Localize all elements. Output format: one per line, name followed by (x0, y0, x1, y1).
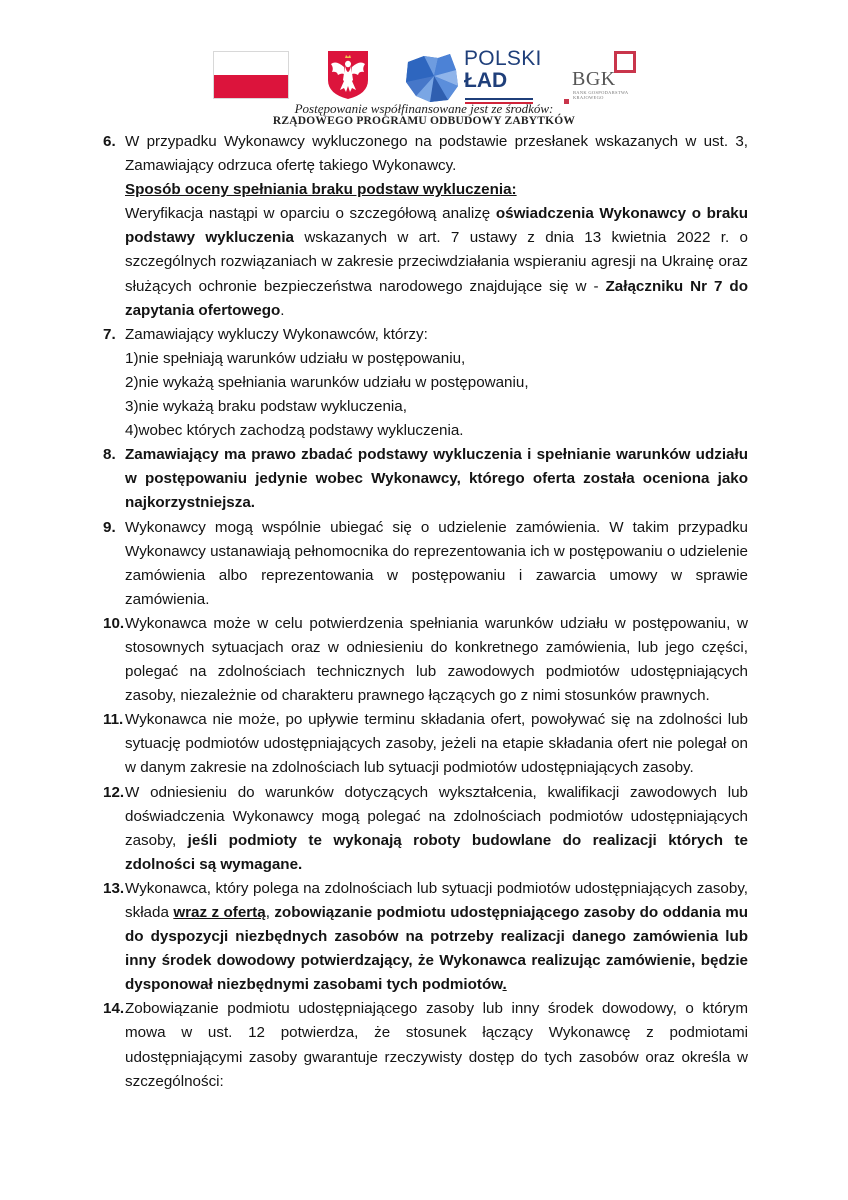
paragraph-bold-text: oświadczenia Wykonawcy o braku podstawy wykluczenia (125, 205, 748, 247)
clause-text (125, 877, 748, 997)
paragraph-text: Wykonawca, który polega na zdolnościach lub sytuacji podmiotów udostępniających zasoby, składa (125, 879, 748, 921)
clause-number: 13. (103, 879, 125, 897)
sub-item: 3)nie wykażą braku podstaw wykluczenia, (125, 398, 407, 416)
paragraph-text: wskazanych w art. 7 ustawy z dnia 13 kwietnia 2022 r. o szczególnych rozwiązaniach w zakresie przeciwdziałania wspieraniu agresji na Ukrainę oraz służących ochronie bezpieczeństwa narodowego znajdujące się w - (125, 229, 748, 295)
program-name: RZĄDOWEGO PROGRAMU ODBUDOWY ZABYTKÓW (272, 115, 576, 127)
clause-number: 6. (103, 133, 116, 150)
polski-lad-line1: POLSKI (464, 47, 542, 70)
clause-text: Zamawiający ma prawo zbadać podstawy wykluczenia i spełnianie warunków udziału w postępowaniu jedynie wobec Wykonawcy, którego oferta została oceniona jako najkorzystniejsza. (125, 446, 748, 512)
sub-item: 1)nie spełniają warunków udziału w postępowaniu, (125, 349, 466, 367)
sub-item: 2)nie wykażą spełniania warunków udziału w postępowaniu, (125, 373, 529, 391)
bgk-fullname-line1: BANK GOSPODARSTWA (573, 90, 629, 95)
clause-8 (103, 443, 748, 515)
clause-text (125, 781, 748, 877)
clause-10 (103, 612, 748, 708)
paragraph-end: . (502, 976, 507, 994)
emphasis-with-offer: wraz z ofertą (173, 904, 266, 921)
paragraph-text: Weryfikacja nastąpi w oparciu o szczegółową analizę (125, 205, 496, 223)
clause-text: Wykonawcy mogą wspólnie ubiegać się o udzielenie zamówienia. W takim przypadku Wykonawcy ustanawiają pełnomocnika do reprezentowania ich w postępowaniu o udzielenie zamówienia albo reprezentowania w postępowaniu i zawarcia umowy w sprawie zamówienia. (125, 518, 748, 608)
poland-map-icon (404, 52, 460, 104)
clause-number: 11. (103, 711, 124, 729)
sub-item: 4)wobec których zachodzą podstawy wykluczenia. (125, 422, 464, 440)
bgk-square-icon (614, 51, 636, 73)
clause-13 (103, 877, 748, 997)
paragraph-text: , (265, 904, 275, 921)
clause-11 (103, 708, 748, 780)
clause-text: Zobowiązanie podmiotu udostępniającego zasoby lub inny środek dowodowy, o którym mowa w ust. 12 potwierdza, że stosunek łączący Wykonawcę z podmiotami udostępniającymi zasoby gwarantuje rzeczywisty dostęp do tych zasobów oraz określa w szczególności: (125, 1000, 748, 1090)
coat-of-arms-icon (326, 50, 370, 100)
clause-number: 7. (103, 325, 116, 343)
polski-lad-underline-blue (465, 98, 533, 100)
clause-9 (103, 516, 748, 612)
clause-subheading: Sposób oceny spełniania braku podstaw wykluczenia: (125, 181, 517, 199)
bgk-fullname-line2: KRAJOWEGO (573, 94, 604, 100)
clause-number: 12. (103, 783, 125, 801)
clause-text: Wykonawca może w celu potwierdzenia spełniania warunków udziału w postępowaniu, w stosownych sytuacjach oraz w odniesieniu do konkretnego zamówienia, lub jego części, polegać na zdolnościach technicznych lub zawodowych podmiotów udostępniających zasoby, niezależnie od charakteru prawnego łączących go z nimi stosunków prawnych. (125, 614, 748, 705)
attachment-reference: Załączniku Nr 7 do zapytania ofertowego (125, 277, 748, 319)
paragraph-bold-text: jeśli podmioty te wykonają roboty budowlane do realizacji których te zdolności są wymagane. (125, 831, 748, 873)
document-body (103, 130, 748, 1094)
bgk-fullname (573, 91, 628, 101)
paragraph-text: . (280, 301, 285, 319)
document-header (0, 0, 848, 130)
clause-number: 10. (103, 614, 125, 632)
clause-6 (103, 130, 748, 323)
funding-statement: Postępowanie współfinansowane jest ze środków: (294, 101, 554, 116)
clause-paragraph (125, 202, 748, 322)
clause-number: 9. (103, 518, 116, 536)
clause-number: 8. (103, 446, 116, 464)
polski-lad-logo (404, 47, 542, 106)
polski-lad-line2: ŁAD (464, 69, 508, 92)
clause-12 (103, 781, 748, 877)
bgk-letters: BGK (572, 68, 616, 90)
clause-text: W przypadku Wykonawcy wykluczonego na podstawie przesłanek wskazanych w ust. 3, Zamawiający odrzuca ofertę takiego Wykonawcy. (125, 133, 748, 175)
clause-7 (103, 323, 748, 443)
bgk-logo (570, 48, 650, 108)
paragraph-bold-text: zobowiązanie podmiotu udostępniającego zasoby do oddania mu do dyspozycji niezbędnych zasobów na potrzeby realizacji danego zamówienia lub inny środek dowodowy potwierdzający, że Wykonawca realizując zamówienie, będzie dysponował niezbędnymi zasobami tych podmiotów (125, 904, 748, 994)
clause-14 (103, 997, 748, 1093)
poland-flag-icon (213, 51, 289, 99)
clause-text: Wykonawca nie może, po upływie terminu składania ofert, powoływać się na zdolności lub sytuację podmiotów udostępniających zasoby, jeżeli na etapie składania ofert nie polegał on w danym zakresie na zdolnościach lub sytuacji podmiotów udostępniających zasoby. (125, 711, 748, 777)
clause-number: 14. (103, 1000, 125, 1018)
paragraph-text: W odniesieniu do warunków dotyczących wykształcenia, kwalifikacji zawodowych lub doświadczenia Wykonawcy mogą polegać na zdolnościach podmiotów udostępniających zasoby, (125, 783, 748, 849)
clause-text: Zamawiający wykluczy Wykonawców, którzy: (125, 325, 428, 343)
